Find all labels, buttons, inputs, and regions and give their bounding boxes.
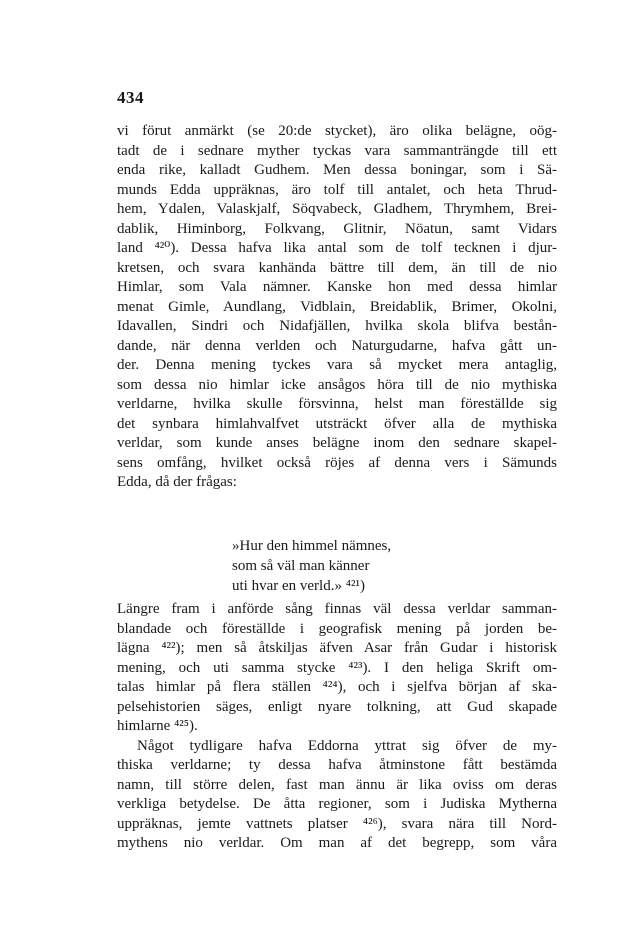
text-line: dande, när denna verlden och Naturgudarne, hafva gått un- [117,337,557,354]
text-line: menat Gimle, Aundlang, Vidblain, Breidablik, Brimer, Okolni, [117,298,557,315]
page-number: 434 [117,88,144,107]
text-line: vi förut anmärkt (se 20:de stycket), äro olika belägne, oög- [117,123,557,139]
text-line: sens omfång, hvilket också röjes af denna vers i Sämunds [117,454,557,471]
text-line: Idavallen, Sindri och Nidafjällen, hvilka skola blifva bestån- [117,318,557,334]
text-line: land ⁴²⁰). Dessa hafva lika antal som de tolf tecknen i djur- [117,240,557,256]
text-line: mening, och uti samma stycke ⁴²³). I den heliga Skrift om- [117,659,557,676]
text-line: dablik, Himinborg, Folkvang, Glitnir, Nöatun, samt Vidars [117,220,557,237]
text-line: Edda, då der frågas: [117,474,237,490]
text-line: det synbara himlahvalfvet utsträckt öfver alla de mythiska [117,415,557,432]
text-line: uppräknas, jemte vattnets platser ⁴²⁶), svara nära till Nord- [117,815,557,832]
text-line: talas himlar på flera ställen ⁴²⁴), och i sjelfva början af ska- [117,679,557,695]
text-line: verldar, som kunde anses belägne inom den sednare skapel- [117,435,557,451]
text-line: enda rike, kalladt Gudhem. Men dessa boningar, som i Sä- [117,162,557,178]
text-line: Något tydligare hafva Eddorna yttrat sig öfver de my- [137,737,557,754]
text-line: tadt de i sednare myther tyckas vara sammanträngde till ett [117,142,557,159]
text-line: kretsen, och svara kanhända bättre till dem, än till de nio [117,259,557,276]
text-line: munds Edda uppräknas, äro tolf till antalet, och heta Thrud- [117,181,557,198]
text-line: hem, Ydalen, Valaskjalf, Söqvabeck, Gladhem, Thrymhem, Brei- [117,201,557,217]
paragraph-2-3 [117,600,557,854]
text-line: thiska verldarne; ty dessa hafva åtminstone fått bestämda [117,757,557,773]
text-line: pelsehistorien säges, enligt nyare tolkning, att Gud skapade [117,698,557,715]
text-line: blandade och föreställde i geografisk mening på jorden be- [117,620,557,637]
verse-line: »Hur den himmel nämnes, [232,538,392,554]
text-line: mythens nio verldar. Om man af det begrepp, som våra [117,835,557,851]
text-line: himlarne ⁴²⁵). [117,718,198,734]
verse-line: som så väl man känner [232,558,370,574]
text-line: verkliga betydelse. De åtta regioner, som i Judiska Mytherna [117,796,557,812]
text-line: Längre fram i anförde sång finnas väl dessa verldar samman- [117,601,557,617]
verse-line: uti hvar en verld.» ⁴²¹) [232,578,365,594]
text-line: der. Denna mening tyckes vara så mycket mera antaglig, [117,357,557,373]
verse-quote [232,536,472,596]
text-line: Himlar, som Vala nämner. Kanske hon med dessa himlar [117,279,557,295]
text-line: verldarne, hvilka skulle försvinna, helst man föreställde sig [117,396,557,412]
text-line: namn, till större delen, fast man ännu är lika oviss om deras [117,776,557,793]
paragraph-1 [117,122,557,493]
text-line: lägna ⁴²²); men så åtskiljas äfven Asar från Gudar i historisk [117,640,557,656]
text-line: som dessa nio himlar icke ansågos höra till de nio mythiska [117,376,557,393]
